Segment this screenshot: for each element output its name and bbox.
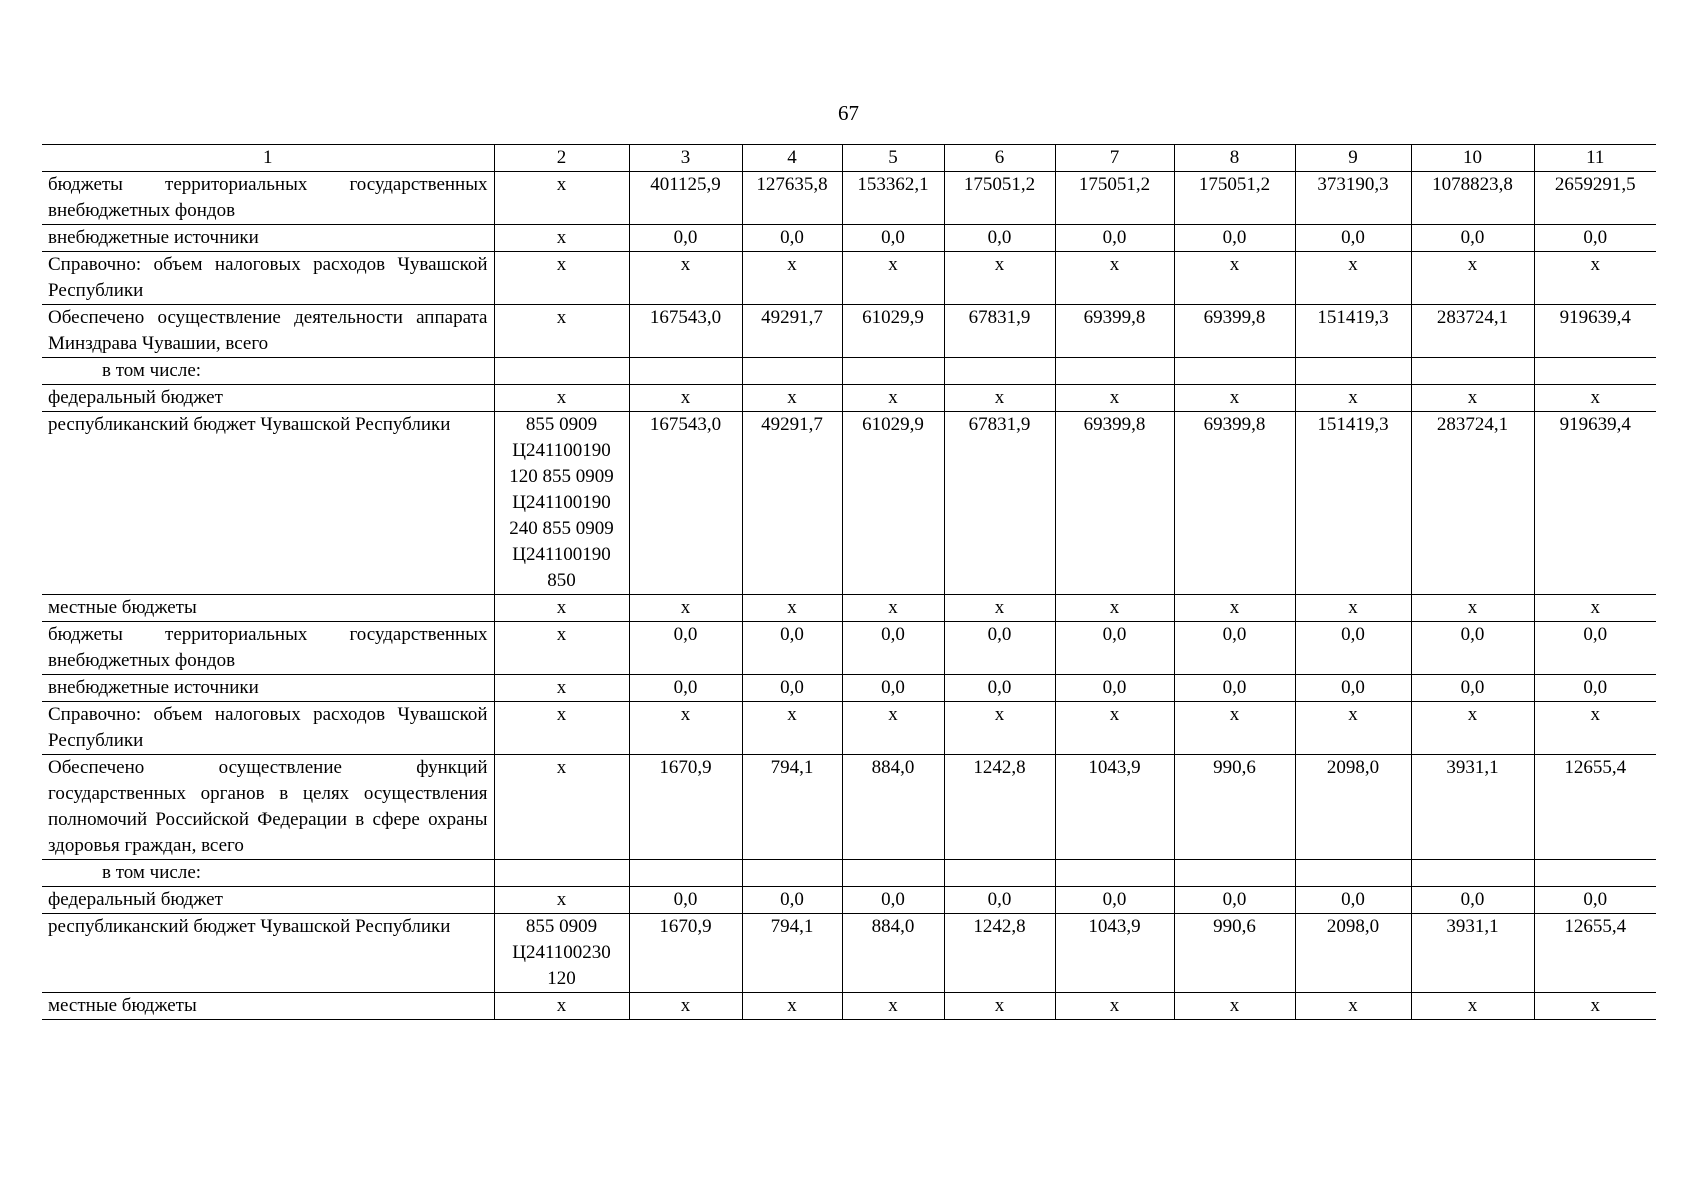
value-cell [842,860,944,887]
header-row [42,145,1656,172]
table-row [42,702,1656,755]
value-cell: 0,0 [742,225,842,252]
value-cell: 0,0 [1055,887,1174,914]
row-label: федеральный бюджет [42,385,494,412]
value-cell: 0,0 [842,675,944,702]
value-cell: 0,0 [1295,225,1411,252]
value-cell: x [742,595,842,622]
row-label: республиканский бюджет Чувашской Республики [42,914,494,993]
value-cell: 0,0 [944,675,1055,702]
table-row [42,860,1656,887]
row-label: местные бюджеты [42,595,494,622]
value-cell: x [742,993,842,1020]
value-cell: 0,0 [1055,225,1174,252]
value-cell: 990,6 [1174,755,1295,860]
column-header: 1 [42,145,494,172]
table-row [42,225,1656,252]
value-cell: 61029,9 [842,412,944,595]
value-cell: 794,1 [742,914,842,993]
table-row [42,622,1656,675]
value-cell [842,358,944,385]
value-cell: 283724,1 [1411,412,1534,595]
value-cell: x [742,385,842,412]
value-cell: 167543,0 [629,412,742,595]
value-cell: x [1174,385,1295,412]
value-cell: 0,0 [629,675,742,702]
value-cell: x [1174,252,1295,305]
value-cell: 61029,9 [842,305,944,358]
table-row [42,675,1656,702]
table-row [42,305,1656,358]
value-cell: x [1295,702,1411,755]
value-cell [1055,358,1174,385]
value-cell: 0,0 [1295,887,1411,914]
value-cell: 69399,8 [1055,305,1174,358]
value-cell [1174,358,1295,385]
value-cell: x [842,385,944,412]
value-cell: x [629,252,742,305]
budget-code: x [494,755,629,860]
table-row [42,914,1656,993]
budget-code: x [494,622,629,675]
value-cell: 794,1 [742,755,842,860]
value-cell: 0,0 [1295,622,1411,675]
value-cell: 69399,8 [1055,412,1174,595]
value-cell [1411,358,1534,385]
value-cell: 0,0 [1411,225,1534,252]
value-cell: x [629,993,742,1020]
value-cell [742,358,842,385]
value-cell: 0,0 [1534,225,1656,252]
column-header: 5 [842,145,944,172]
row-label: Справочно: объем налоговых расходов Чувашской Республики [42,702,494,755]
value-cell: 12655,4 [1534,755,1656,860]
value-cell [944,860,1055,887]
value-cell [1411,860,1534,887]
row-label: федеральный бюджет [42,887,494,914]
value-cell: 0,0 [1411,887,1534,914]
table-row [42,755,1656,860]
value-cell: 12655,4 [1534,914,1656,993]
value-cell: 0,0 [629,225,742,252]
value-cell: 0,0 [1174,225,1295,252]
value-cell: 0,0 [1174,622,1295,675]
value-cell: x [1174,595,1295,622]
value-cell: x [944,595,1055,622]
value-cell: x [1534,385,1656,412]
value-cell: 0,0 [842,622,944,675]
value-cell: 0,0 [944,887,1055,914]
value-cell: 919639,4 [1534,305,1656,358]
value-cell: x [1534,595,1656,622]
value-cell: 1670,9 [629,755,742,860]
value-cell: 175051,2 [944,172,1055,225]
budget-code: 855 0909 Ц241100230 120 [494,914,629,993]
value-cell: x [1174,702,1295,755]
value-cell: x [1174,993,1295,1020]
value-cell: 1242,8 [944,755,1055,860]
value-cell: 0,0 [1055,622,1174,675]
value-cell: 0,0 [629,622,742,675]
value-cell: x [1534,252,1656,305]
value-cell: 3931,1 [1411,755,1534,860]
budget-code: x [494,675,629,702]
column-header: 6 [944,145,1055,172]
table-row [42,252,1656,305]
value-cell: x [629,702,742,755]
row-label: внебюджетные источники [42,225,494,252]
value-cell: x [1295,385,1411,412]
column-header: 4 [742,145,842,172]
value-cell: x [1411,993,1534,1020]
value-cell: 1242,8 [944,914,1055,993]
row-label: в том числе: [42,358,494,385]
value-cell: 1670,9 [629,914,742,993]
value-cell: x [1534,993,1656,1020]
column-header: 7 [1055,145,1174,172]
value-cell: 0,0 [944,622,1055,675]
value-cell: x [1534,702,1656,755]
value-cell: 0,0 [1534,622,1656,675]
column-header: 11 [1534,145,1656,172]
budget-code: x [494,993,629,1020]
budget-code: x [494,225,629,252]
table-row [42,595,1656,622]
value-cell: x [1055,702,1174,755]
budget-code: 855 0909 Ц241100190 120 855 0909 Ц241100190 240 855 0909 Ц241100190 850 [494,412,629,595]
value-cell: 167543,0 [629,305,742,358]
value-cell: 0,0 [742,622,842,675]
budget-code: x [494,252,629,305]
row-label: внебюджетные источники [42,675,494,702]
value-cell: 0,0 [742,675,842,702]
value-cell: 1043,9 [1055,755,1174,860]
value-cell: 0,0 [629,887,742,914]
value-cell: x [1055,595,1174,622]
value-cell: 0,0 [1174,887,1295,914]
budget-code: x [494,595,629,622]
value-cell: 2659291,5 [1534,172,1656,225]
value-cell: 175051,2 [1055,172,1174,225]
value-cell: 69399,8 [1174,412,1295,595]
value-cell: x [1055,385,1174,412]
budget-code: x [494,887,629,914]
budget-code: x [494,305,629,358]
value-cell: 151419,3 [1295,305,1411,358]
value-cell: x [1295,252,1411,305]
value-cell: 0,0 [1534,675,1656,702]
value-cell: x [1411,385,1534,412]
row-label: Обеспечено осуществление функций государственных органов в целях осуществления полномочий Российской Федерации в сфере охраны здоровья граждан, всего [42,755,494,860]
value-cell: 1043,9 [1055,914,1174,993]
value-cell: 3931,1 [1411,914,1534,993]
value-cell: 49291,7 [742,305,842,358]
value-cell: 67831,9 [944,412,1055,595]
value-cell: 49291,7 [742,412,842,595]
value-cell: x [1411,595,1534,622]
value-cell: 884,0 [842,914,944,993]
value-cell: 283724,1 [1411,305,1534,358]
value-cell: 2098,0 [1295,914,1411,993]
value-cell [1295,358,1411,385]
value-cell [629,860,742,887]
value-cell: x [742,252,842,305]
value-cell: 0,0 [842,225,944,252]
value-cell: x [842,252,944,305]
value-cell: 153362,1 [842,172,944,225]
value-cell [1534,860,1656,887]
value-cell: 0,0 [1055,675,1174,702]
table-body [42,145,1656,1020]
value-cell: x [1411,252,1534,305]
value-cell: x [1411,702,1534,755]
value-cell: 884,0 [842,755,944,860]
value-cell: 0,0 [1295,675,1411,702]
value-cell: 67831,9 [944,305,1055,358]
value-cell: x [1295,993,1411,1020]
value-cell [1295,860,1411,887]
value-cell: 0,0 [842,887,944,914]
value-cell: 0,0 [1411,622,1534,675]
budget-code: x [494,172,629,225]
table-row [42,412,1656,595]
table-row [42,993,1656,1020]
column-header: 8 [1174,145,1295,172]
value-cell: x [742,702,842,755]
value-cell [629,358,742,385]
value-cell [742,860,842,887]
value-cell [1534,358,1656,385]
row-label: бюджеты территориальных государственных внебюджетных фондов [42,172,494,225]
table-row [42,385,1656,412]
value-cell: 1078823,8 [1411,172,1534,225]
budget-code [494,358,629,385]
value-cell: 69399,8 [1174,305,1295,358]
value-cell [944,358,1055,385]
value-cell: x [842,993,944,1020]
row-label: Обеспечено осуществление деятельности аппарата Минздрава Чувашии, всего [42,305,494,358]
column-header: 10 [1411,145,1534,172]
row-label: Справочно: объем налоговых расходов Чувашской Республики [42,252,494,305]
value-cell: x [944,993,1055,1020]
table-row [42,358,1656,385]
budget-code: x [494,702,629,755]
value-cell: x [629,385,742,412]
value-cell: 0,0 [1174,675,1295,702]
column-header: 3 [629,145,742,172]
value-cell: 151419,3 [1295,412,1411,595]
value-cell: x [629,595,742,622]
value-cell: x [1055,993,1174,1020]
value-cell: x [842,595,944,622]
row-label: в том числе: [42,860,494,887]
value-cell: x [1055,252,1174,305]
value-cell: 919639,4 [1534,412,1656,595]
column-header: 9 [1295,145,1411,172]
column-header: 2 [494,145,629,172]
value-cell: 990,6 [1174,914,1295,993]
value-cell: 127635,8 [742,172,842,225]
value-cell: 0,0 [1411,675,1534,702]
row-label: местные бюджеты [42,993,494,1020]
budget-code: x [494,385,629,412]
row-label: бюджеты территориальных государственных внебюджетных фондов [42,622,494,675]
value-cell: 2098,0 [1295,755,1411,860]
value-cell: x [842,702,944,755]
value-cell: 0,0 [742,887,842,914]
table-row [42,172,1656,225]
budget-code [494,860,629,887]
value-cell: 373190,3 [1295,172,1411,225]
value-cell: 401125,9 [629,172,742,225]
value-cell [1174,860,1295,887]
value-cell: 0,0 [1534,887,1656,914]
value-cell [1055,860,1174,887]
value-cell: x [1295,595,1411,622]
value-cell: x [944,252,1055,305]
table-row [42,887,1656,914]
page-number: 67 [838,101,859,125]
value-cell: 0,0 [944,225,1055,252]
value-cell: x [944,702,1055,755]
budget-table [42,144,1656,1020]
value-cell: x [944,385,1055,412]
value-cell: 175051,2 [1174,172,1295,225]
row-label: республиканский бюджет Чувашской Республики [42,412,494,595]
